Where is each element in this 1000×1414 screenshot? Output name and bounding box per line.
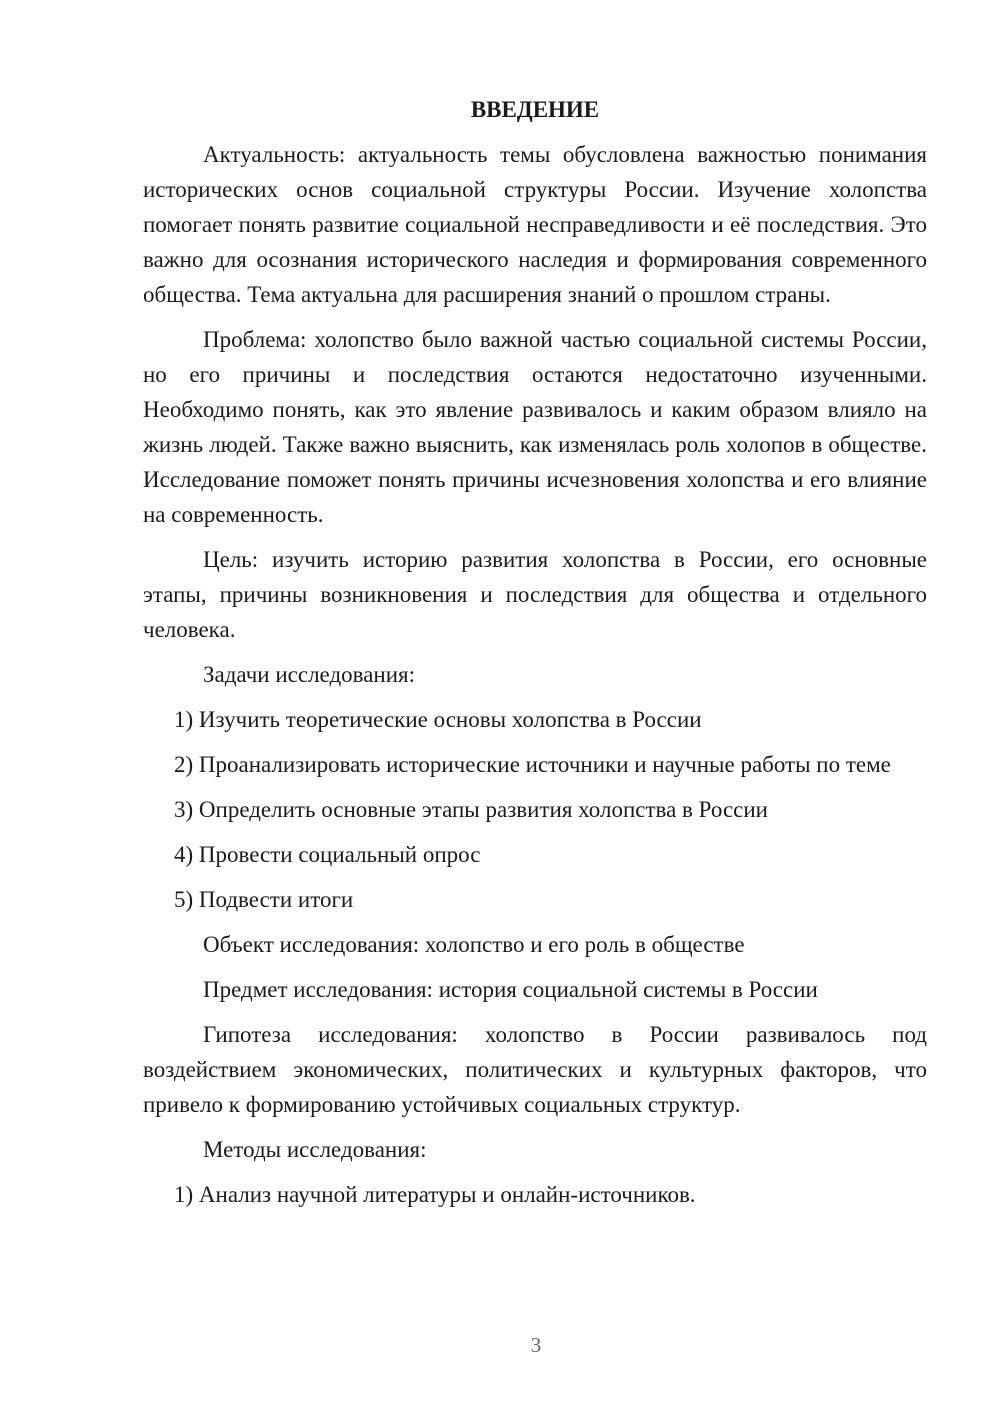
method-item: 1) Анализ научной литературы и онлайн-источников.: [174, 1182, 696, 1207]
goal-paragraph: Цель: изучить историю развития холопства в России, его основные этапы, причины возникновения и последствия для общества и отдельного человека.: [143, 547, 927, 642]
hypothesis-paragraph: Гипотеза исследования: холопство в России развивалось под воздействием экономических, политических и культурных факторов, что привело к формированию устойчивых социальных структур.: [143, 1022, 927, 1117]
document-body: [143, 95, 927, 1222]
task-item: 5) Подвести итоги: [174, 887, 354, 912]
problem-paragraph: Проблема: холопство было важной частью социальной системы России, но его причины и последствия остаются недостаточно изученными. Необходимо понять, как это явление развивалось и каким образом влияло на жизнь людей. Также важно выяснить, как изменялась роль холопов в обществе. Исследование поможет понять причины исчезновения холопства и его влияние на современность.: [143, 327, 927, 527]
object-paragraph: Объект исследования: холопство и его роль в обществе: [203, 932, 745, 957]
relevance-paragraph: Актуальность: актуальность темы обусловлена важностью понимания исторических основ социальной структуры России. Изучение холопства помогает понять развитие социальной несправедливости и её последствия. Это важно для осознания исторического наследия и формирования современного общества. Тема актуальна для расширения знаний о прошлом страны.: [143, 142, 927, 307]
methods-heading: Методы исследования:: [203, 1137, 427, 1162]
section-heading: ВВЕДЕНИЕ: [470, 97, 600, 122]
tasks-heading: Задачи исследования:: [203, 662, 416, 687]
task-item: 3) Определить основные этапы развития холопства в России: [174, 797, 768, 822]
page-number: 3: [530, 1333, 542, 1357]
task-item: 1) Изучить теоретические основы холопства в России: [174, 707, 702, 732]
task-item: 4) Провести социальный опрос: [174, 842, 481, 867]
task-item: 2) Проанализировать исторические источники и научные работы по теме: [174, 752, 891, 777]
subject-paragraph: Предмет исследования: история социальной системы в России: [203, 977, 818, 1002]
